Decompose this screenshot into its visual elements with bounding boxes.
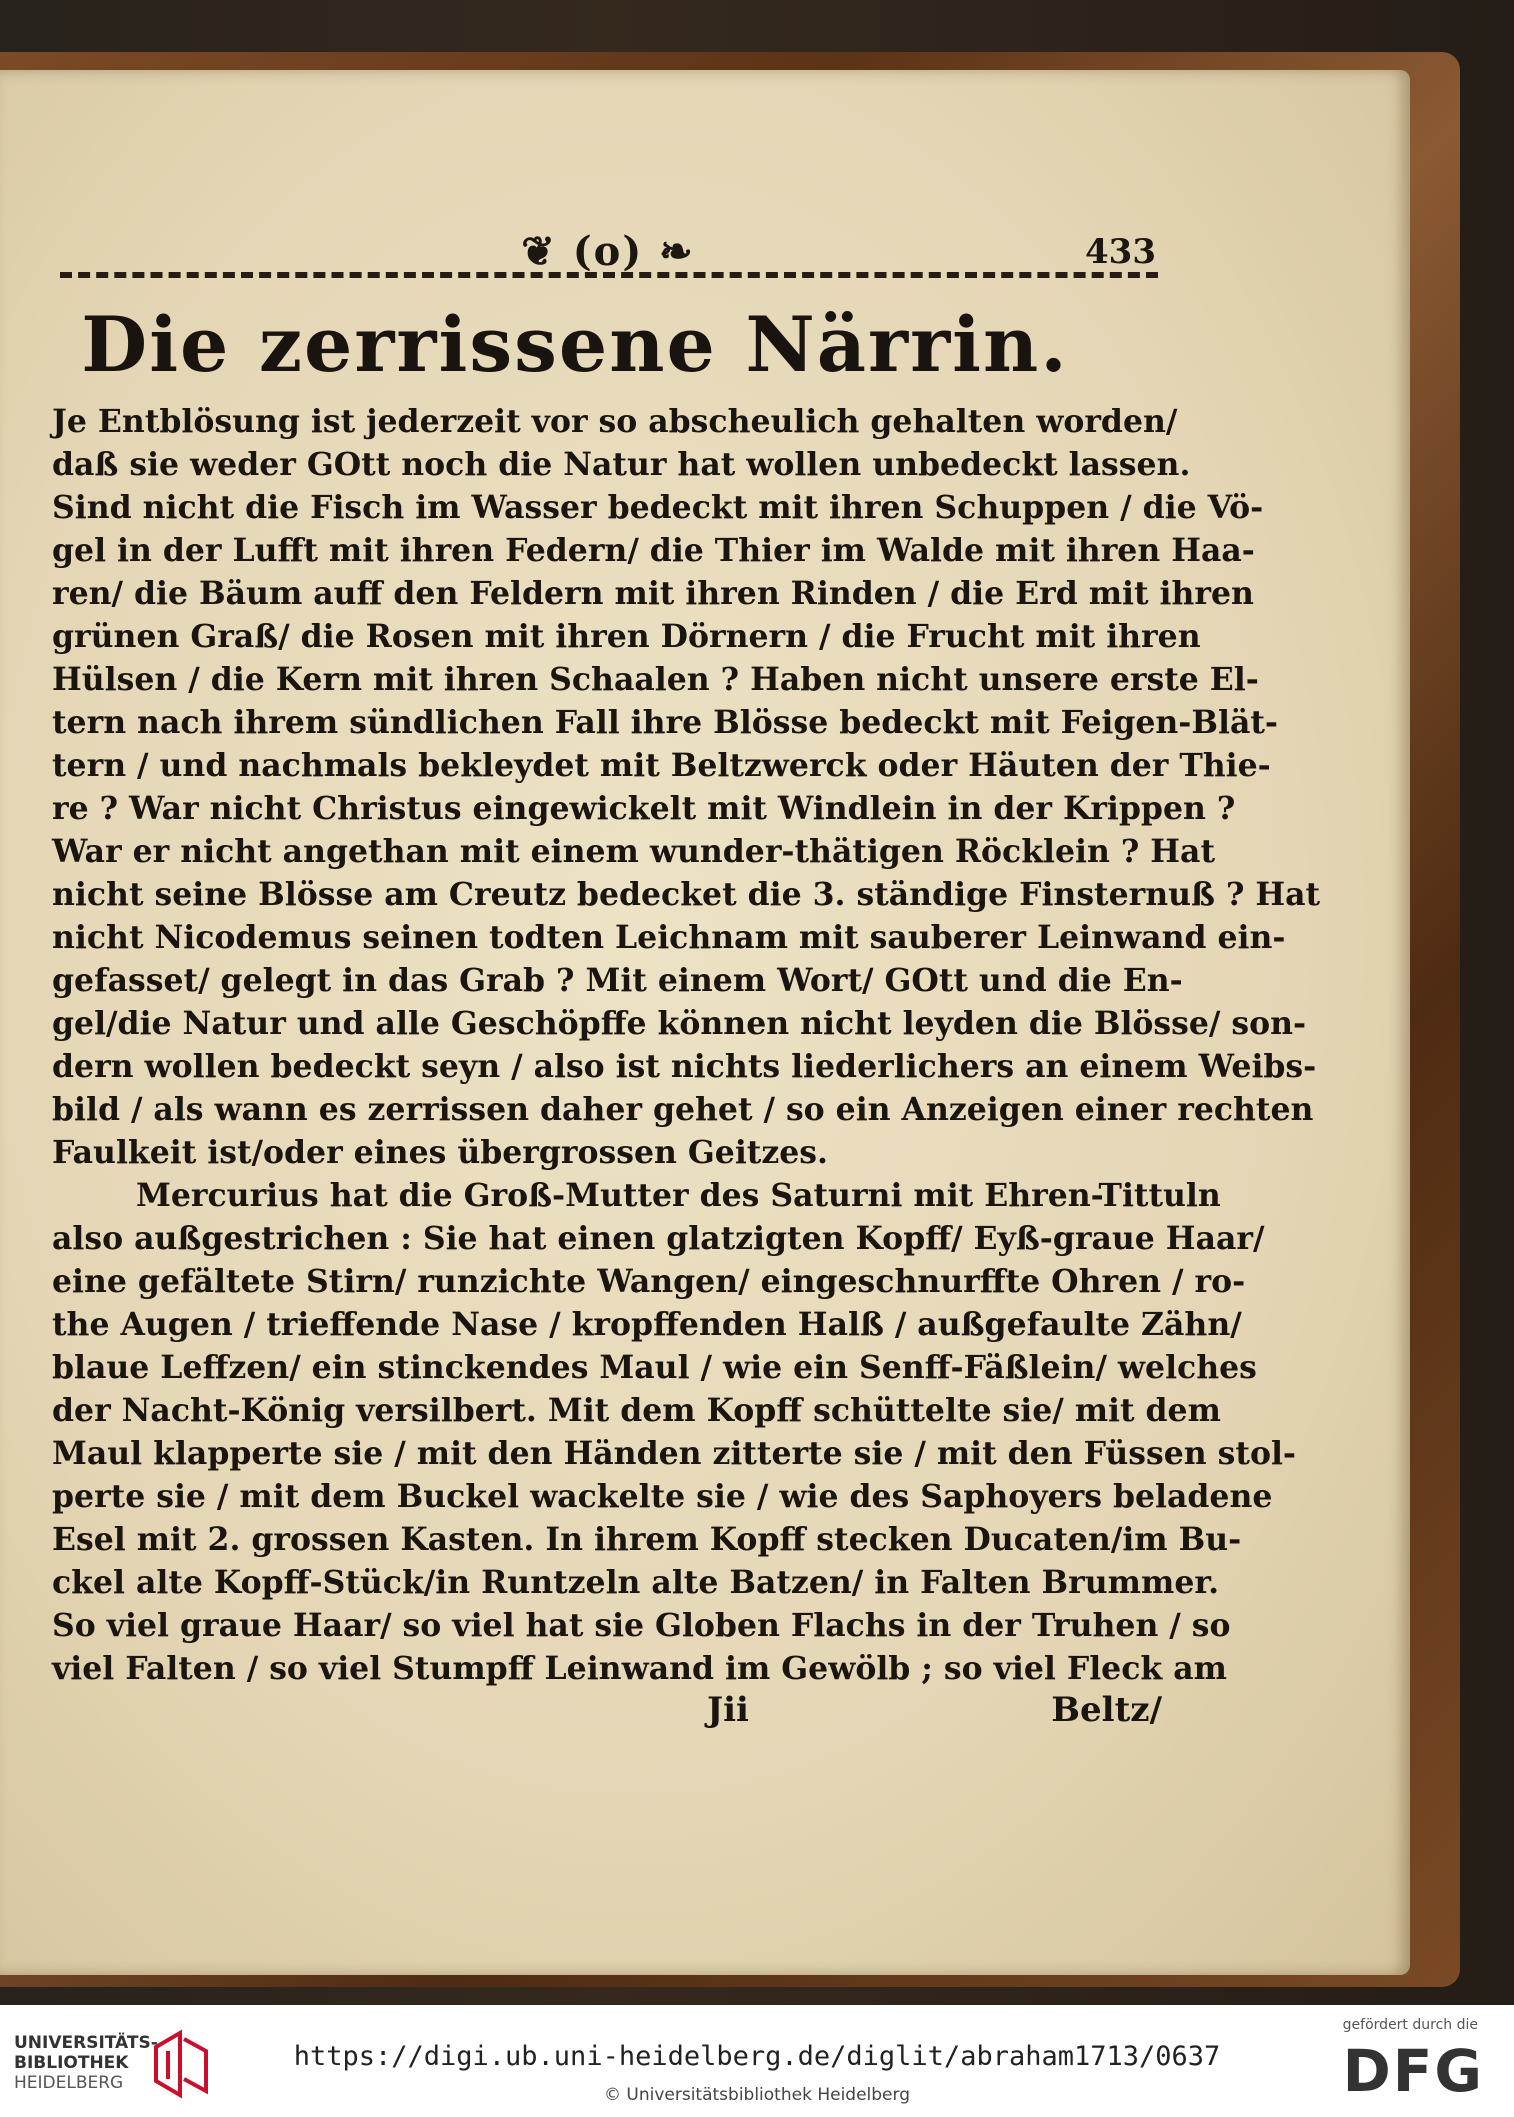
permalink-url[interactable]: https://digi.ub.uni-heidelberg.de/diglit/abraham1713/0637 bbox=[293, 2041, 1221, 2072]
page-footer-line bbox=[52, 1690, 1162, 1734]
body-text bbox=[52, 400, 1321, 1690]
viewer-footer bbox=[0, 2005, 1514, 2117]
text-line: viel Falten / so viel Stumpff Leinwand im Gewölb ; so viel Fleck am bbox=[52, 1650, 1227, 1687]
text-line: perte sie / mit dem Buckel wackelte sie / wie des Saphoyers beladene bbox=[52, 1478, 1273, 1515]
copyright-notice: © Universitätsbibliothek Heidelberg bbox=[603, 2085, 910, 2105]
text-line: Mercurius hat die Groß-Mutter des Saturni mit Ehren-Tittuln bbox=[136, 1177, 1221, 1214]
text-line: gel/die Natur und alle Geschöpffe können nicht leyden die Blösse/ son- bbox=[52, 1005, 1307, 1042]
text-line: blaue Leffzen/ ein stinckendes Maul / wie ein Senff-Fäßlein/ welches bbox=[52, 1349, 1257, 1386]
text-line: grünen Graß/ die Rosen mit ihren Dörnern / die Frucht mit ihren bbox=[52, 618, 1201, 655]
text-line: der Nacht-König versilbert. Mit dem Kopff schüttelte sie/ mit dem bbox=[52, 1392, 1221, 1429]
library-name-line: UNIVERSITÄTS- bbox=[14, 2033, 158, 2053]
text-line: re ? War nicht Christus eingewickelt mit Windlein in der Krippen ? bbox=[52, 790, 1236, 827]
text-line: ckel alte Kopff-Stück/in Runtzeln alte Batzen/ in Falten Brummer. bbox=[52, 1564, 1220, 1601]
text-line: Je Entblösung ist jederzeit vor so abscheulich gehalten worden/ bbox=[52, 403, 1178, 440]
text-line: the Augen / trieffende Nase / kropffenden Halß / außgefaulte Zähn/ bbox=[52, 1306, 1242, 1343]
header-ornament: ❦ (o) ❧ bbox=[521, 228, 695, 275]
dfg-logo[interactable]: DFG bbox=[1342, 2037, 1484, 2105]
page-header bbox=[60, 228, 1156, 275]
library-name-line: HEIDELBERG bbox=[14, 2073, 124, 2093]
text-line: Esel mit 2. grossen Kasten. In ihrem Kopff stecken Ducaten/im Bu- bbox=[52, 1521, 1242, 1558]
text-line: Hülsen / die Kern mit ihren Schaalen ? Haben nicht unsere erste El- bbox=[52, 661, 1259, 698]
text-line: nicht seine Blösse am Creutz bedecket die 3. ständige Finsternuß ? Hat bbox=[52, 876, 1321, 913]
library-name-line: BIBLIOTHEK bbox=[14, 2053, 129, 2073]
text-line: also außgestrichen : Sie hat einen glatzigten Kopff/ Eyß-graue Haar/ bbox=[52, 1220, 1265, 1257]
text-line: tern / und nachmals bekleydet mit Beltzwerck oder Häuten der Thie- bbox=[52, 747, 1271, 784]
text-line: Maul klapperte sie / mit den Händen zitterte sie / mit den Füssen stol- bbox=[52, 1435, 1297, 1472]
text-line: ren/ die Bäum auff den Feldern mit ihren Rinden / die Erd mit ihren bbox=[52, 575, 1254, 612]
text-line: gefasset/ gelegt in das Grab ? Mit einem Wort/ GOtt und die En- bbox=[52, 962, 1183, 999]
funding-note: gefördert durch die bbox=[1342, 2017, 1478, 2033]
text-line: tern nach ihrem sündlichen Fall ihre Blösse bedeckt mit Feigen-Blät- bbox=[52, 704, 1278, 741]
page-number: 433 bbox=[1085, 232, 1156, 272]
signature-mark: Jii bbox=[707, 1690, 749, 1730]
text-line: nicht Nicodemus seinen todten Leichnam mit sauberer Leinwand ein- bbox=[52, 919, 1286, 956]
catchword: Beltz/ bbox=[1051, 1690, 1162, 1730]
text-line: So viel graue Haar/ so viel hat sie Globen Flachs in der Truhen / so bbox=[52, 1607, 1231, 1644]
page-title: Die zerrissene Närrin. bbox=[81, 300, 1069, 389]
header-rule bbox=[60, 272, 1158, 278]
text-line: gel in der Lufft mit ihren Federn/ die Thier im Walde mit ihren Haa- bbox=[52, 532, 1255, 569]
text-line: Faulkeit ist/oder eines übergrossen Geitzes. bbox=[52, 1134, 828, 1171]
text-line: Sind nicht die Fisch im Wasser bedeckt mit ihren Schuppen / die Vö- bbox=[52, 489, 1264, 526]
text-line: bild / als wann es zerrissen daher gehet / so ein Anzeigen einer rechten bbox=[52, 1091, 1314, 1128]
text-line: eine gefältete Stirn/ runzichte Wangen/ eingeschnurffte Ohren / ro- bbox=[52, 1263, 1246, 1300]
text-line: War er nicht angethan mit einem wunder-thätigen Röcklein ? Hat bbox=[52, 833, 1216, 870]
text-line: daß sie weder GOtt noch die Natur hat wollen unbedeckt lassen. bbox=[52, 446, 1191, 483]
text-line: dern wollen bedeckt seyn / also ist nichts liederlichers an einem Weibs- bbox=[52, 1048, 1317, 1085]
